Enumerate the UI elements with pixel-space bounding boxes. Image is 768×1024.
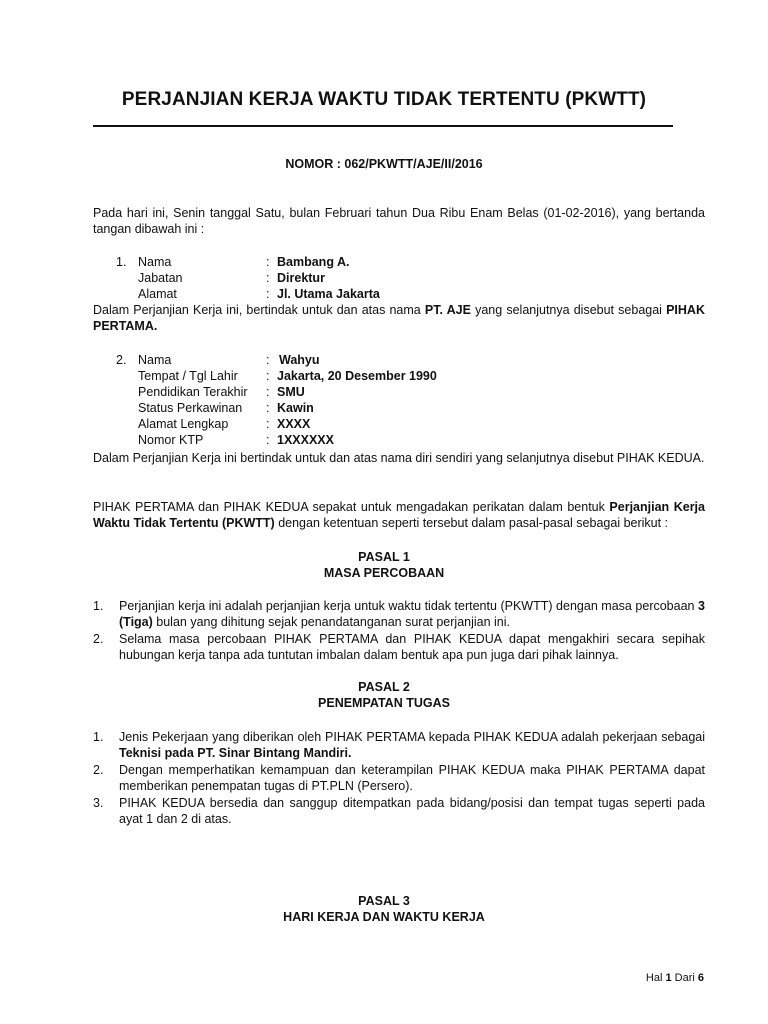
pasal-2-item-number: 2. — [93, 763, 104, 777]
pasal-2-item: PIHAK KEDUA bersedia dan sanggup ditempatkan pada bidang/posisi dan tempat tugas seperti pada ayat 1 dan 2 di atas. — [119, 796, 705, 826]
pasal-3-subheading: HARI KERJA DAN WAKTU KERJA — [283, 910, 485, 924]
party-two-value: Jakarta, 20 Desember 1990 — [277, 369, 437, 383]
party-two-value: XXXX — [277, 417, 311, 431]
pasal-3-heading: PASAL 3 — [358, 894, 410, 908]
pasal-1-item-number: 1. — [93, 599, 104, 613]
party-two-colon: : — [266, 385, 270, 399]
party-one-value: Direktur — [277, 271, 325, 285]
party-two-label: Nomor KTP — [138, 433, 204, 447]
party-two-value: Kawin — [277, 401, 314, 415]
pasal-1-item: Selama masa percobaan PIHAK PERTAMA dan PIHAK KEDUA dapat mengakhiri secara sepihak hubungan kerja tanpa ada tuntutan imbalan dalam bentuk apa pun juga dari pihak lainnya. — [119, 632, 705, 662]
party-one-number: 1. — [116, 255, 127, 269]
pasal-2-item-number: 3. — [93, 796, 104, 810]
pasal-1-item-number: 2. — [93, 632, 104, 646]
agreement-paragraph: PIHAK PERTAMA dan PIHAK KEDUA sepakat untuk mengadakan perikatan dalam bentuk Perjanjian Kerja Waktu Tidak Tertentu (PKWTT) dengan ketentuan seperti tersebut dalam pasal-pasal sebagai berikut : — [93, 500, 705, 530]
page-number-footer: Hal 1 Dari 6 — [645, 972, 704, 984]
party-two-label: Nama — [138, 353, 172, 367]
pasal-2-subheading: PENEMPATAN TUGAS — [318, 696, 450, 710]
party-two-colon: : — [266, 401, 270, 415]
pasal-2-item: Dengan memperhatikan kemampuan dan keterampilan PIHAK KEDUA maka PIHAK PERTAMA dapat memberikan penempatan tugas di PT.PLN (Persero). — [119, 763, 705, 793]
party-two-statement: Dalam Perjanjian Kerja ini bertindak untuk dan atas nama diri sendiri yang selanjutnya disebut PIHAK KEDUA. — [93, 451, 705, 465]
party-two-value: 1XXXXXX — [277, 433, 334, 447]
party-two-colon: : — [266, 369, 270, 383]
party-one-colon: : — [266, 255, 270, 269]
party-two-value: Wahyu — [279, 353, 320, 367]
party-two-label: Status Perkawinan — [138, 401, 243, 415]
party-two-colon: : — [266, 353, 270, 367]
pasal-2-item: Jenis Pekerjaan yang diberikan oleh PIHAK PERTAMA kepada PIHAK KEDUA adalah pekerjaan sebagai Teknisi pada PT. Sinar Bintang Mandiri. — [119, 730, 705, 760]
party-one-statement: Dalam Perjanjian Kerja ini, bertindak untuk dan atas nama PT. AJE yang selanjutnya disebut sebagai PIHAK PERTAMA. — [93, 303, 705, 333]
pasal-1-subheading: MASA PERCOBAAN — [323, 566, 445, 580]
party-one-label: Alamat — [138, 287, 177, 301]
title-underline — [93, 125, 673, 127]
party-one-colon: : — [266, 271, 270, 285]
document-number: NOMOR : 062/PKWTT/AJE/II/2016 — [285, 157, 483, 171]
document-title: PERJANJIAN KERJA WAKTU TIDAK TERTENTU (PKWTT) — [121, 89, 647, 110]
pasal-1-item: Perjanjian kerja ini adalah perjanjian kerja untuk waktu tidak tertentu (PKWTT) dengan masa percobaan 3 (Tiga) bulan yang dihitung sejak penandatanganan surat perjanjian ini. — [119, 599, 705, 629]
party-one-colon: : — [266, 287, 270, 301]
party-two-label: Tempat / Tgl Lahir — [138, 369, 238, 383]
pasal-1-heading: PASAL 1 — [358, 550, 410, 564]
party-two-value: SMU — [277, 385, 305, 399]
party-two-number: 2. — [116, 353, 127, 367]
party-one-value: Jl. Utama Jakarta — [277, 287, 380, 301]
party-two-colon: : — [266, 433, 270, 447]
party-two-label: Pendidikan Terakhir — [138, 385, 248, 399]
party-one-label: Jabatan — [138, 271, 183, 285]
intro-paragraph: Pada hari ini, Senin tanggal Satu, bulan Februari tahun Dua Ribu Enam Belas (01-02-2016), yang bertanda tangan dibawah ini : — [93, 206, 705, 236]
party-two-label: Alamat Lengkap — [138, 417, 229, 431]
pasal-2-heading: PASAL 2 — [358, 680, 410, 694]
pasal-2-item-number: 1. — [93, 730, 104, 744]
party-two-colon: : — [266, 417, 270, 431]
party-one-value: Bambang A. — [277, 255, 350, 269]
party-one-label: Nama — [138, 255, 172, 269]
